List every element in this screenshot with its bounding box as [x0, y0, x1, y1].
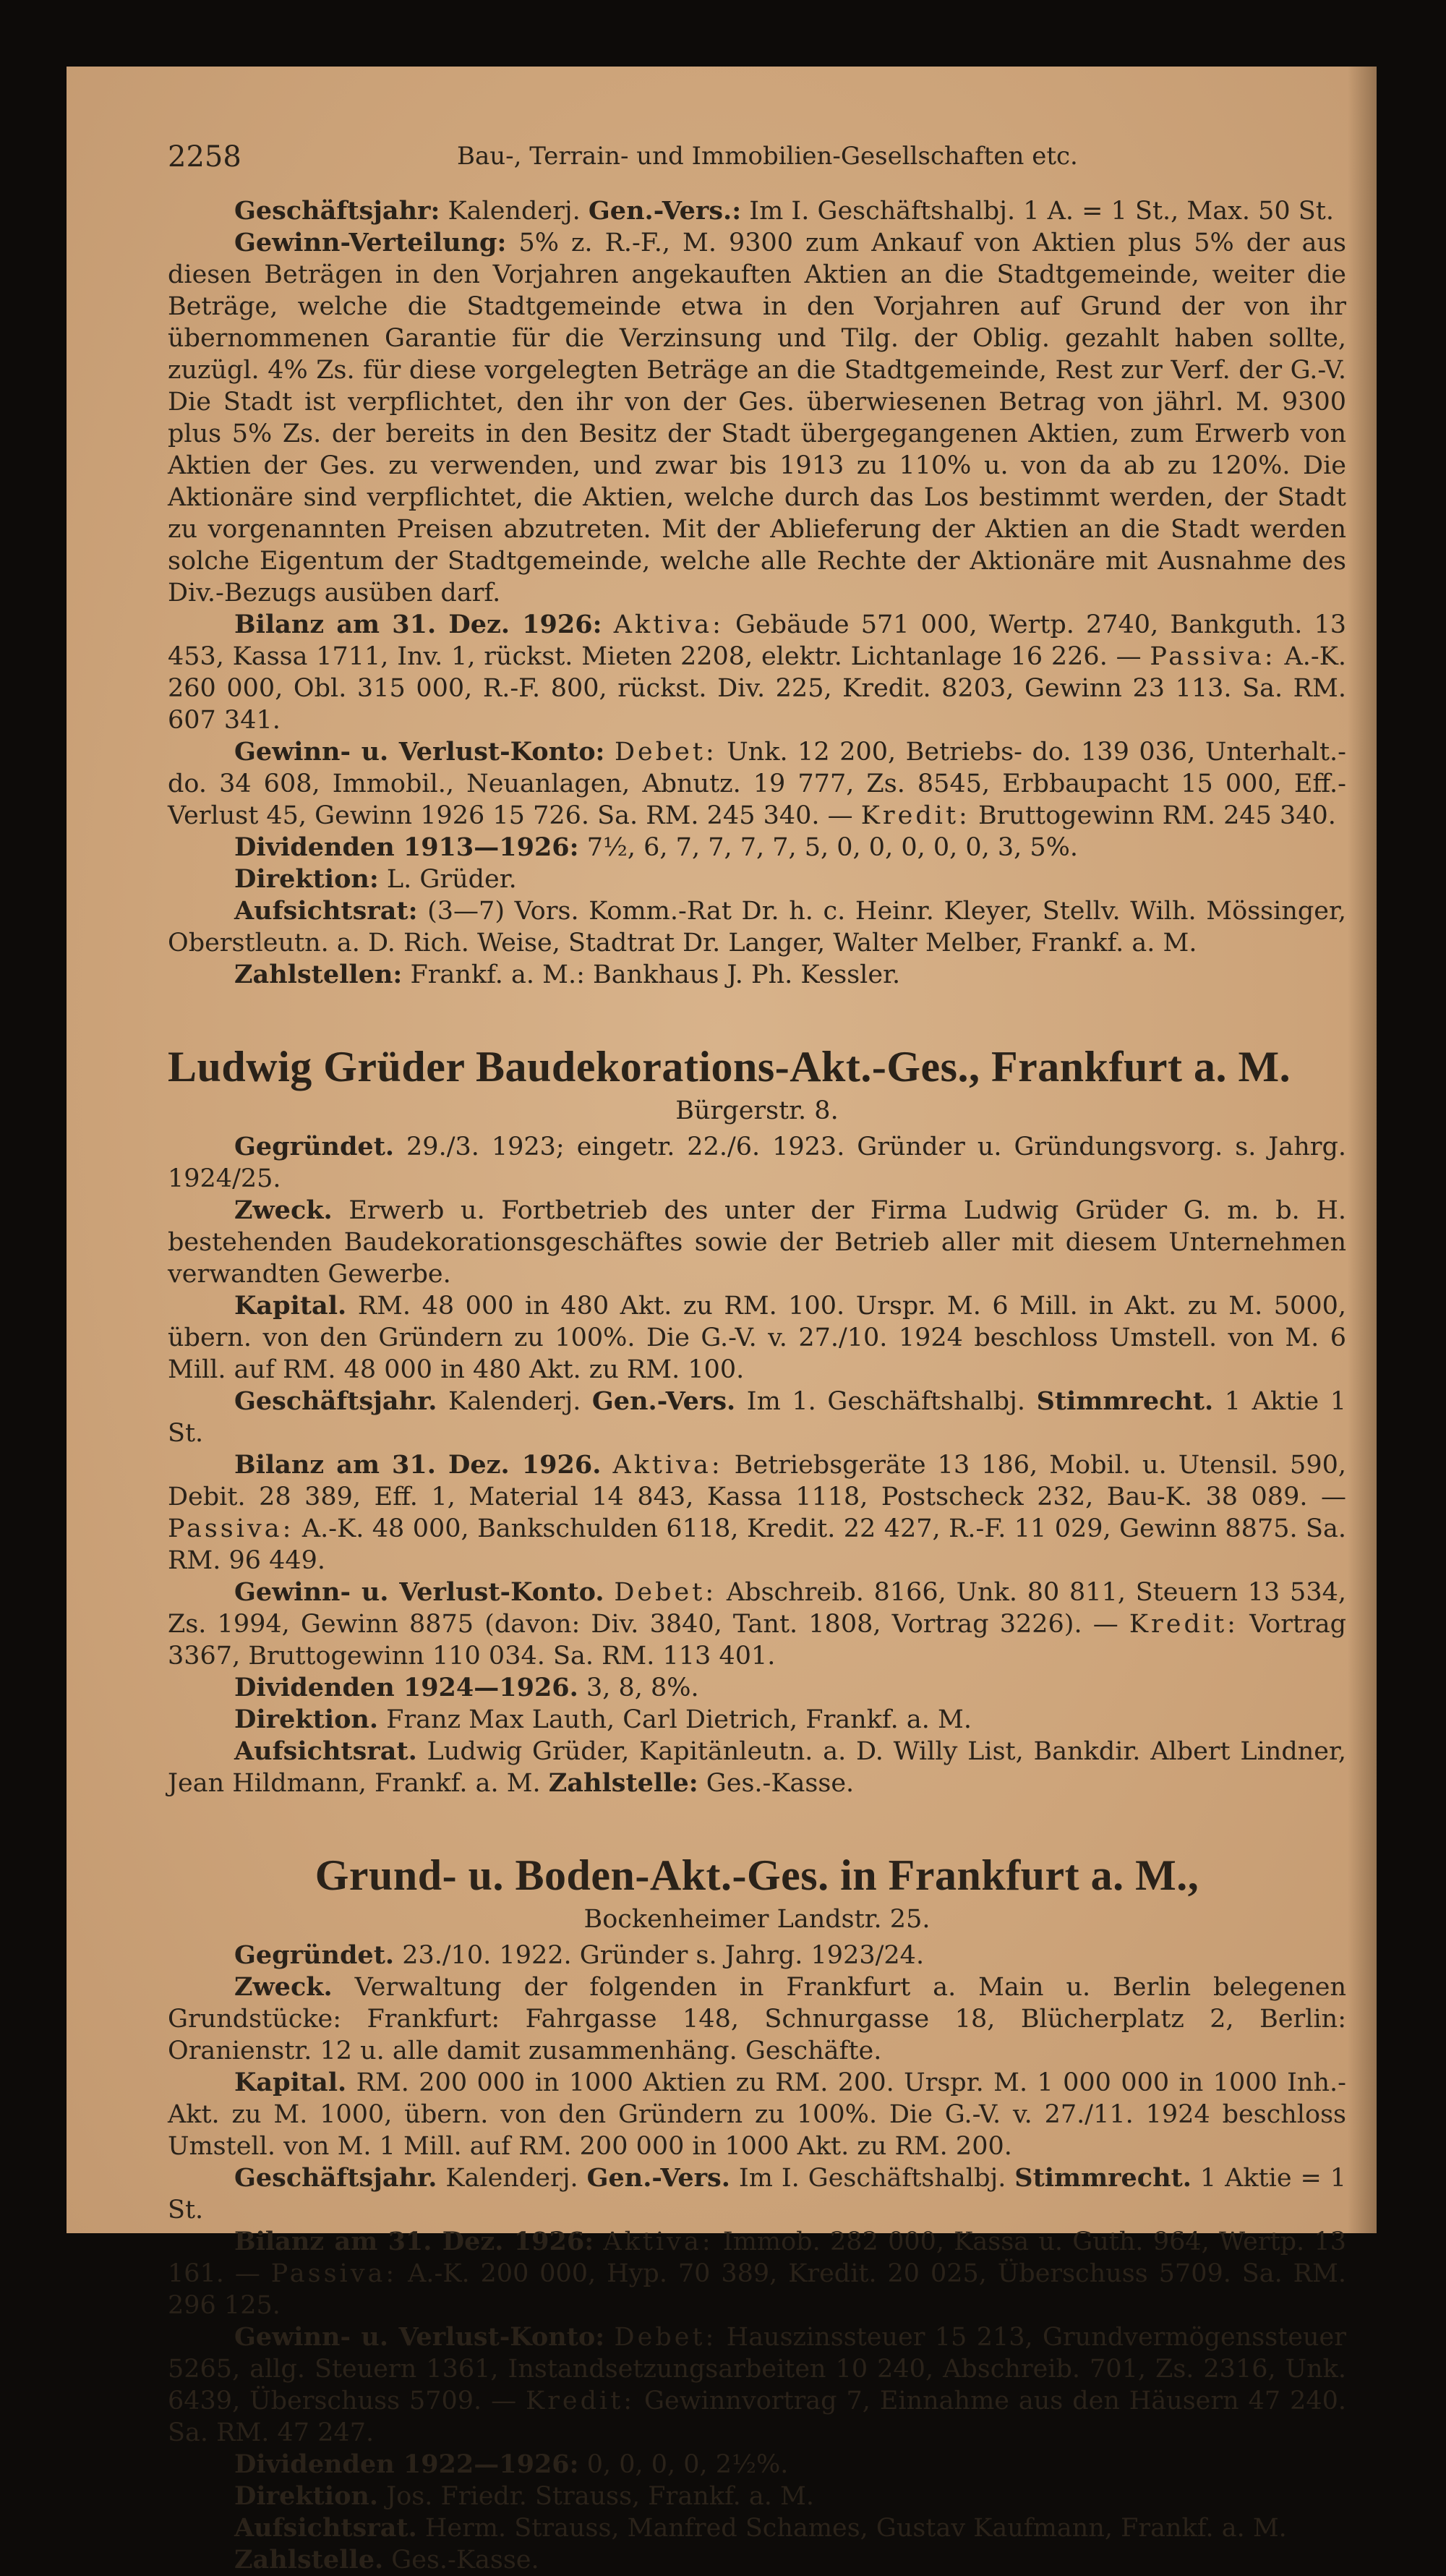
- kapital-entry: Kapital. RM. 200 000 in 1000 Aktien zu RM. 200. Urspr. M. 1 000 000 in 1000 Inh.-Akt. zu M. 1000, übern. von den Gründern zu 100%. Die G.-V. v. 27./11. 1924 beschloss Umstell. von M. 1 Mill. auf RM. 200 000 in 1000 Akt. zu RM. 200.: [168, 2068, 1346, 2161]
- aufsichtsrat-entry: Aufsichtsrat: (3—7) Vors. Komm.-Rat Dr. h. c. Heinr. Kleyer, Stellv. Wilh. Mössinger, Oberstleutn. a. D. Rich. Weise, Stadtrat Dr. Langer, Walter Melber, Frankf. a. M.: [168, 896, 1346, 958]
- aufsichtsrat-entry: Aufsichtsrat. Herm. Strauss, Manfred Schames, Gustav Kaufmann, Frankf. a. M.: [234, 2513, 1287, 2543]
- zweck-entry: Zweck. Verwaltung der folgenden in Frankfurt a. Main u. Berlin belegenen Grundstücke: Frankfurt: Fahrgasse 148, Schnurgasse 18, Blücherplatz 2, Berlin: Oranienstr. 12 u. alle damit zusammenhäng. Geschäfte.: [168, 1972, 1346, 2065]
- aufsichtsrat-entry: Aufsichtsrat. Ludwig Grüder, Kapitänleutn. a. D. Willy List, Bankdir. Albert Lindner, Jean Hildmann, Frankf. a. M. Zahlstelle: Ges.-Kasse.: [168, 1736, 1346, 1798]
- company-address: Bockenheimer Landstr. 25.: [583, 1905, 931, 1934]
- gewinn-verteilung-entry: Gewinn-Verteilung: 5% z. R.-F., M. 9300 zum Ankauf von Aktien plus 5% der aus diesen Beträgen in den Vorjahren angekauften Aktien an die Stadtgemeinde, weiter die Beträge, welche die Stadtgemeinde etwa in den Vorjahren auf Grund der von ihr übernommenen Garantie für die Verzinsung und Tilg. der Oblig. gezahlt haben sollte, zuzügl. 4% Zs. für diese vorgelegten Beträge an die Stadtgemeinde, Rest zur Verf. der G.-V. Die Stadt ist verpflichtet, den ihr von der Ges. überwiesenen Betrag von jährl. M. 9300 plus 5% Zs. der bereits in den Besitz der Stadt übergegangenen Aktien, zum Erwerb von Aktien der Ges. zu verwenden, und zwar bis 1913 zu 110% u. von da ab zu 120%. Die Aktionäre sind verpflichtet, die Aktien, welche durch das Los bestimmt werden, der Stadt zu vorgenannten Preisen abzutreten. Mit der Ablieferung der Aktien an die Stadt werden solche Eigentum der Stadtgemeinde, welche alle Rechte der Aktionäre mit Ausnahme des Div.-Bezugs ausüben darf.: [168, 228, 1346, 607]
- zahlstellen-entry: Zahlstellen: Frankf. a. M.: Bankhaus J. Ph. Kessler.: [234, 960, 901, 989]
- zahlstelle-entry: Zahlstelle. Ges.-Kasse.: [234, 2545, 539, 2575]
- bilanz-entry: Bilanz am 31. Dez. 1926: Aktiva: Immob. 282 000, Kassa u. Guth. 964, Wertp. 13 161. — Passiva: A.-K. 200 000, Hyp. 70 389, Kredit. 20 025, Überschuss 5709. Sa. RM. 296 125.: [168, 2227, 1346, 2320]
- geschaeftsjahr-entry: Geschäftsjahr: Kalenderj. Gen.-Vers.: Im I. Geschäftshalbj. 1 A. = 1 St., Max. 50 St.: [234, 196, 1334, 226]
- guv-entry: Gewinn- u. Verlust-Konto: Debet: Unk. 12 200, Betriebs- do. 139 036, Unterhalt.- do. 34 608, Immobil., Neuanlagen, Abnutz. 19 777, Zs. 8545, Erbbaupacht 15 000, Eff.-Verlust 45, Gewinn 1926 15 726. Sa. RM. 245 340. — Kredit: Bruttogewinn RM. 245 340.: [168, 737, 1346, 830]
- company-title: Ludwig Grüder Baudekorations-Akt.-Ges., Frankfurt a. M.: [168, 1043, 1291, 1091]
- company-title: Grund- u. Boden-Akt.-Ges. in Frankfurt a. M.,: [315, 1851, 1199, 1899]
- page-edge-shadow: [1348, 67, 1377, 2233]
- document-page: [67, 67, 1377, 2575]
- gegruendet-entry: Gegründet. 23./10. 1922. Gründer s. Jahrg. 1923/24.: [234, 1940, 925, 1970]
- company-address: Bürgerstr. 8.: [675, 1096, 839, 1125]
- gegruendet-entry: Gegründet. 29./3. 1923; eingetr. 22./6. 1923. Gründer u. Gründungsvorg. s. Jahrg. 1924/25.: [168, 1132, 1346, 1193]
- company-entry-ludwig-grueder: [168, 1041, 1346, 1799]
- zweck-entry: Zweck. Erwerb u. Fortbetrieb des unter der Firma Ludwig Grüder G. m. b. H. bestehenden Baudekorationsgeschäftes sowie der Betrieb aller mit diesem Unternehmen verwandten Gewerbe.: [168, 1195, 1346, 1289]
- guv-entry: Gewinn- u. Verlust-Konto: Debet: Hauszinssteuer 15 213, Grundvermögenssteuer 5265, allg. Steuern 1361, Instandsetzungsarbeiten 10 240, Abschreib. 701, Zs. 2316, Unk. 6439, Überschuss 5709. — Kredit: Gewinnvortrag 7, Einnahme aus den Häusern 47 240. Sa. RM. 47 247.: [168, 2322, 1346, 2447]
- geschaeftsjahr-entry: Geschäftsjahr. Kalenderj. Gen.-Vers. Im I. Geschäftshalbj. Stimmrecht. 1 Aktie = 1 St.: [168, 2163, 1347, 2225]
- dividenden-entry: Dividenden 1924—1926. 3, 8, 8%.: [234, 1673, 699, 1702]
- section-continuation: [168, 195, 1346, 991]
- running-title: Bau-, Terrain- und Immobilien-Gesellschaften etc.: [457, 142, 1078, 171]
- page-content: [168, 136, 1346, 2576]
- dividenden-entry: Dividenden 1913—1926: 7½, 6, 7, 7, 7, 7, 5, 0, 0, 0, 0, 0, 3, 5%.: [234, 832, 1079, 862]
- guv-entry: Gewinn- u. Verlust-Konto. Debet: Abschreib. 8166, Unk. 80 811, Steuern 13 534, Zs. 1994, Gewinn 8875 (davon: Div. 3840, Tant. 1808, Vortrag 3226). — Kredit: Vortrag 3367, Bruttogewinn 110 034. Sa. RM. 113 401.: [168, 1577, 1347, 1671]
- kapital-entry: Kapital. RM. 48 000 in 480 Akt. zu RM. 100. Urspr. M. 6 Mill. in Akt. zu M. 5000, übern. von den Gründern zu 100%. Die G.-V. v. 27./10. 1924 beschloss Umstell. von M. 6 Mill. auf RM. 48 000 in 480 Akt. zu RM. 100.: [168, 1291, 1346, 1384]
- direktion-entry: Direktion: L. Grüder.: [234, 864, 517, 894]
- direktion-entry: Direktion. Jos. Friedr. Strauss, Frankf. a. M.: [234, 2481, 814, 2511]
- bilanz-entry: Bilanz am 31. Dez. 1926. Aktiva: Betriebsgeräte 13 186, Mobil. u. Utensil. 590, Debit. 28 389, Eff. 1, Material 14 843, Kassa 1118, Postscheck 232, Bau-K. 38 089. — Passiva: A.-K. 48 000, Bankschulden 6118, Kredit. 22 427, R.-F. 11 029, Gewinn 8875. Sa. RM. 96 449.: [168, 1450, 1346, 1575]
- dividenden-entry: Dividenden 1922—1926: 0, 0, 0, 0, 2½%.: [234, 2449, 789, 2479]
- geschaeftsjahr-entry: Geschäftsjahr. Kalenderj. Gen.-Vers. Im 1. Geschäftshalbj. Stimmrecht. 1 Aktie 1 St.: [168, 1386, 1346, 1448]
- company-entry-grund-u-boden: [168, 1850, 1346, 2576]
- direktion-entry: Direktion. Franz Max Lauth, Carl Dietrich, Frankf. a. M.: [234, 1705, 972, 1734]
- page-header: [168, 136, 1346, 179]
- page-number: 2258: [168, 140, 241, 174]
- bilanz-entry: Bilanz am 31. Dez. 1926: Aktiva: Gebäude 571 000, Wertp. 2740, Bankguth. 13 453, Kassa 1711, Inv. 1, rückst. Mieten 2208, elektr. Lichtanlage 16 226. — Passiva: A.-K. 260 000, Obl. 315 000, R.-F. 800, rückst. Div. 225, Kredit. 8203, Gewinn 23 113. Sa. RM. 607 341.: [168, 610, 1347, 735]
